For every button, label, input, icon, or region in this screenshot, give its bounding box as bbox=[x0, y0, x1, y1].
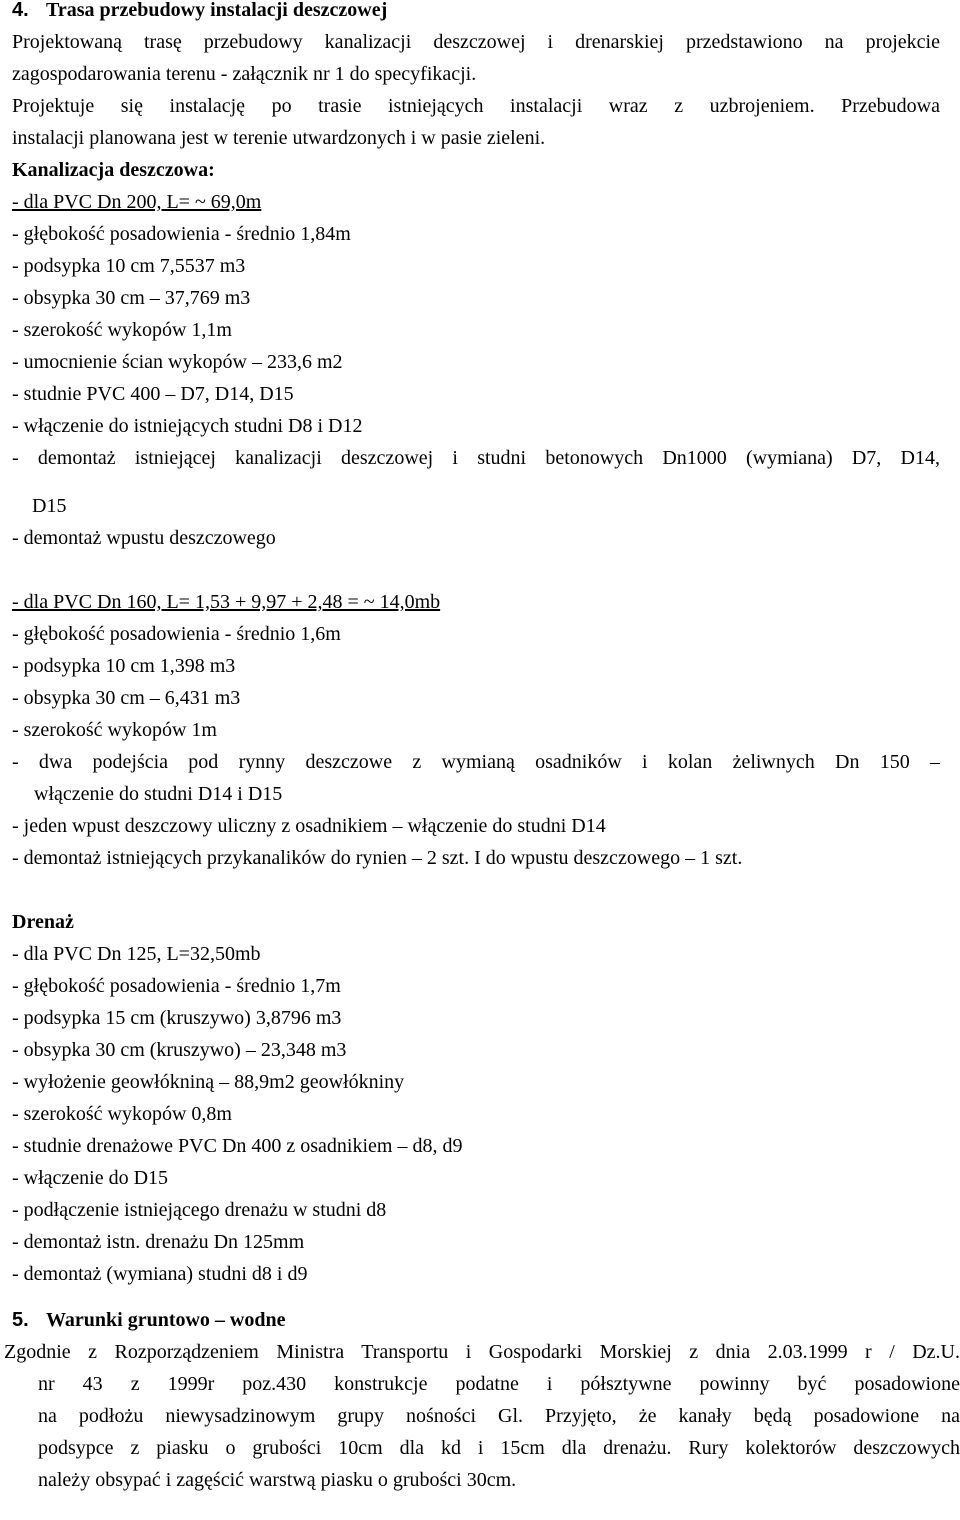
paragraph-line: Projektowaną trasę przebudowy kanalizacji deszczowej i drenarskiej przedstawiono na projekcie bbox=[12, 31, 940, 53]
paragraph-line: podsypce z piasku o grubości 10cm dla kd i 15cm dla drenażu. Rury kolektorów deszczowych bbox=[38, 1437, 960, 1459]
list-item: - podłączenie istniejącego drenażu w studni d8 bbox=[12, 1199, 387, 1221]
subheading-drenaz: Drenaż bbox=[12, 911, 74, 933]
list-item: - podsypka 15 cm (kruszywo) 3,8796 m3 bbox=[12, 1007, 342, 1029]
list-item: - obsypka 30 cm – 37,769 m3 bbox=[12, 287, 251, 309]
paragraph-line: należy obsypać i zagęścić warstwą piasku o grubości 30cm. bbox=[38, 1469, 517, 1491]
list-item: - wyłożenie geowłókniną – 88,9m2 geowłókniny bbox=[12, 1071, 405, 1093]
list-item: - studnie PVC 400 – D7, D14, D15 bbox=[12, 383, 294, 405]
list-item: - demontaż wpustu deszczowego bbox=[12, 527, 276, 549]
section-4-heading bbox=[12, 0, 940, 26]
list-item: - obsypka 30 cm (kruszywo) – 23,348 m3 bbox=[12, 1039, 347, 1061]
section-number: 5. bbox=[12, 1309, 29, 1331]
list-item: - demontaż istn. drenażu Dn 125mm bbox=[12, 1231, 305, 1253]
list-item: - demontaż istniejących przykanalików do rynien – 2 szt. I do wpustu deszczowego – 1 szt. bbox=[12, 847, 743, 869]
list-item: - głębokość posadowienia - średnio 1,84m bbox=[12, 223, 351, 245]
list-item-continuation: włączenie do studni D14 i D15 bbox=[34, 783, 283, 805]
list-item: - podsypka 10 cm 1,398 m3 bbox=[12, 655, 236, 677]
list-item: - szerokość wykopów 1,1m bbox=[12, 319, 232, 341]
section-5-body bbox=[4, 1336, 960, 1496]
list-item: - głębokość posadowienia - średnio 1,6m bbox=[12, 623, 341, 645]
pipe-spec-title: - dla PVC Dn 200, L= ~ 69,0m bbox=[12, 191, 262, 213]
list-item: - dwa podejścia pod rynny deszczowe z wymianą osadników i kolan żeliwnych Dn 150 – bbox=[12, 751, 940, 773]
pipe-spec-title: - dla PVC Dn 160, L= 1,53 + 9,97 + 2,48 = ~ 14,0mb bbox=[12, 591, 441, 613]
section-number: 4. bbox=[12, 0, 29, 21]
subheading-kanalizacja: Kanalizacja deszczowa: bbox=[12, 159, 215, 181]
paragraph-line: Zgodnie z Rozporządzeniem Ministra Transportu i Gospodarki Morskiej z dnia 2.03.1999 r / Dz.U. bbox=[4, 1341, 960, 1363]
list-item: - włączenie do istniejących studni D8 i D12 bbox=[12, 415, 363, 437]
list-item: - głębokość posadowienia - średnio 1,7m bbox=[12, 975, 341, 997]
list-item: - podsypka 10 cm 7,5537 m3 bbox=[12, 255, 246, 277]
list-item: - szerokość wykopów 0,8m bbox=[12, 1103, 232, 1125]
list-item: - demontaż istniejącej kanalizacji deszczowej i studni betonowych Dn1000 (wymiana) D7, D14, bbox=[12, 447, 940, 469]
list-item: - studnie drenażowe PVC Dn 400 z osadnikiem – d8, d9 bbox=[12, 1135, 463, 1157]
list-item: - szerokość wykopów 1m bbox=[12, 719, 217, 741]
paragraph-line: instalacji planowana jest w terenie utwardzonych i w pasie zieleni. bbox=[12, 127, 546, 149]
list-item: - demontaż (wymiana) studni d8 i d9 bbox=[12, 1263, 308, 1285]
section-title: Warunki gruntowo – wodne bbox=[46, 1309, 286, 1331]
list-item-continuation: D15 bbox=[32, 495, 67, 517]
list-item: - dla PVC Dn 125, L=32,50mb bbox=[12, 943, 261, 965]
paragraph-line: nr 43 z 1999r poz.430 konstrukcje podatne i półsztywne powinny być posadowione bbox=[38, 1373, 960, 1395]
list-item: - umocnienie ścian wykopów – 233,6 m2 bbox=[12, 351, 343, 373]
paragraph-line: zagospodarowania terenu - załącznik nr 1 do specyfikacji. bbox=[12, 63, 477, 85]
list-item: - obsypka 30 cm – 6,431 m3 bbox=[12, 687, 241, 709]
paragraph-line: na podłożu niewysadzinowym grupy nośności Gl. Przyjęto, że kanały będą posadowione na bbox=[38, 1405, 960, 1427]
list-item: - włączenie do D15 bbox=[12, 1167, 169, 1189]
paragraph-line: Projektuje się instalację po trasie istniejących instalacji wraz z uzbrojeniem. Przebudowa bbox=[12, 95, 940, 117]
section-title: Trasa przebudowy instalacji deszczowej bbox=[46, 0, 388, 21]
list-item: - jeden wpust deszczowy uliczny z osadnikiem – włączenie do studni D14 bbox=[12, 815, 606, 837]
section-5-heading bbox=[12, 1304, 940, 1336]
